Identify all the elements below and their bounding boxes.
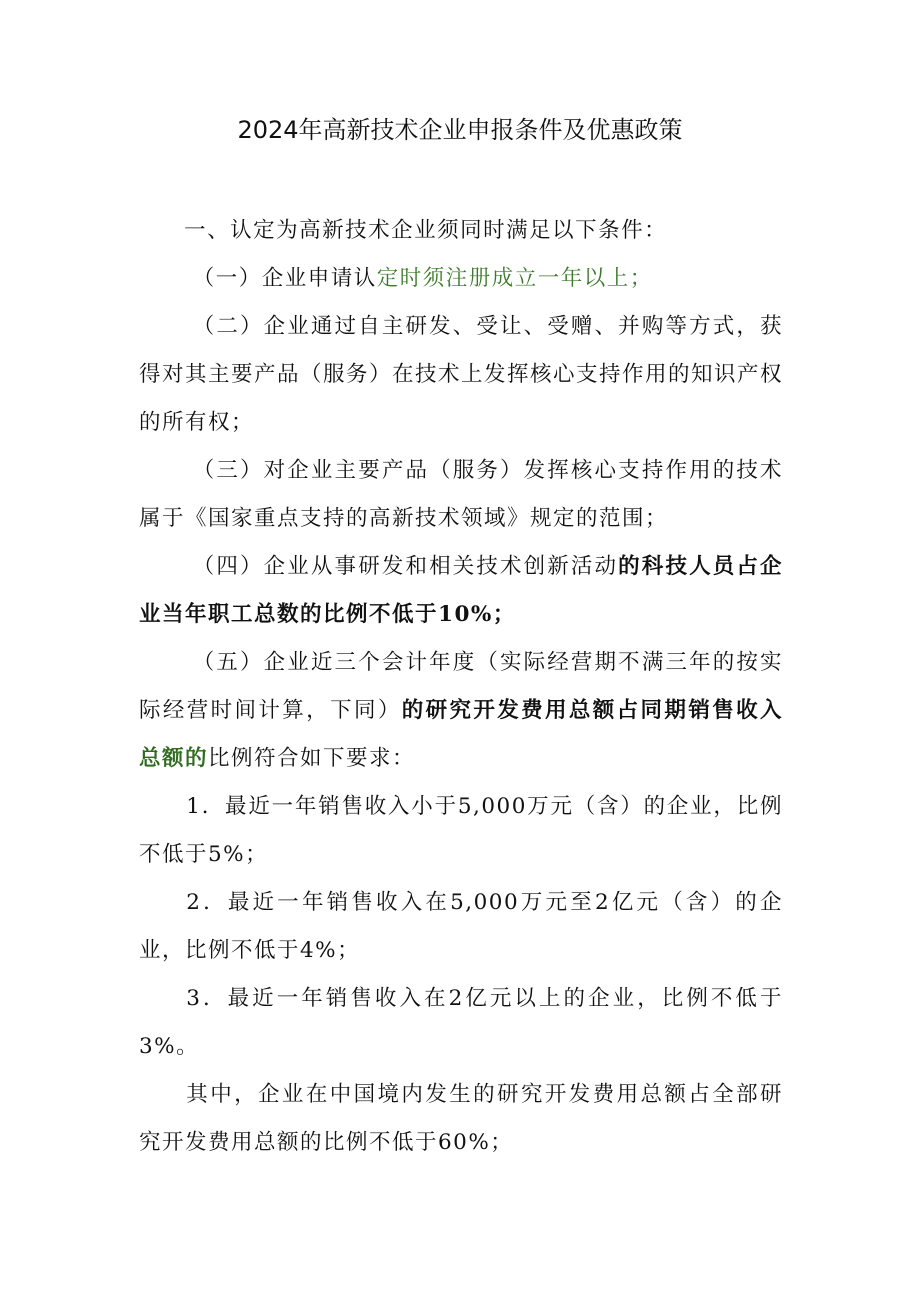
- condition-5-prefix: （五）企业近三个会计年度（实际经营期不满三年的按实际经营时间计算，下同）: [139, 650, 783, 723]
- condition-4: [139, 543, 783, 639]
- condition-2: （二）企业通过自主研发、受让、受赠、并购等方式，获得对其主要产品（服务）在技术上发挥核心支持作用的知识产权的所有权；: [139, 314, 784, 435]
- domestic-rd-requirement: 其中，企业在中国境内发生的研究开发费用总额占全部研究开发费用总额的比例不低于60%；: [139, 1082, 783, 1155]
- document-title: 2024年高新技术企业申报条件及优惠政策: [237, 116, 683, 144]
- condition-5-bold: 的研究开发费用总额占同期销售收入: [401, 698, 783, 723]
- condition-1-highlight: 定时须注册成立一年以上；: [376, 266, 653, 291]
- document-body: [139, 207, 783, 1167]
- section-heading: 一、认定为高新技术企业须同时满足以下条件：: [184, 218, 668, 243]
- condition-1: [139, 255, 783, 303]
- condition-3: （三）对企业主要产品（服务）发挥核心支持作用的技术属于《国家重点支持的高新技术领域》规定的范围；: [139, 458, 783, 531]
- condition-5: [139, 639, 783, 783]
- condition-4-bold: 的科技人员占企业当年职工总数的比例不低于10%；: [139, 554, 783, 627]
- condition-4-prefix: （四）企业从事研发和相关技术创新活动: [192, 554, 619, 579]
- requirement-1: 1．最近一年销售收入小于5,000万元（含）的企业，比例不低于5%；: [139, 794, 783, 867]
- condition-1-prefix: （一）企业申请认: [192, 266, 377, 291]
- condition-5-suffix: 比例符合如下要求：: [208, 746, 416, 771]
- requirement-2: 2．最近一年销售收入在5,000万元至2亿元（含）的企业，比例不低于4%；: [139, 890, 783, 963]
- condition-5-green: 总额的: [139, 746, 209, 771]
- requirement-3: 3．最近一年销售收入在2亿元以上的企业，比例不低于3%。: [139, 986, 783, 1059]
